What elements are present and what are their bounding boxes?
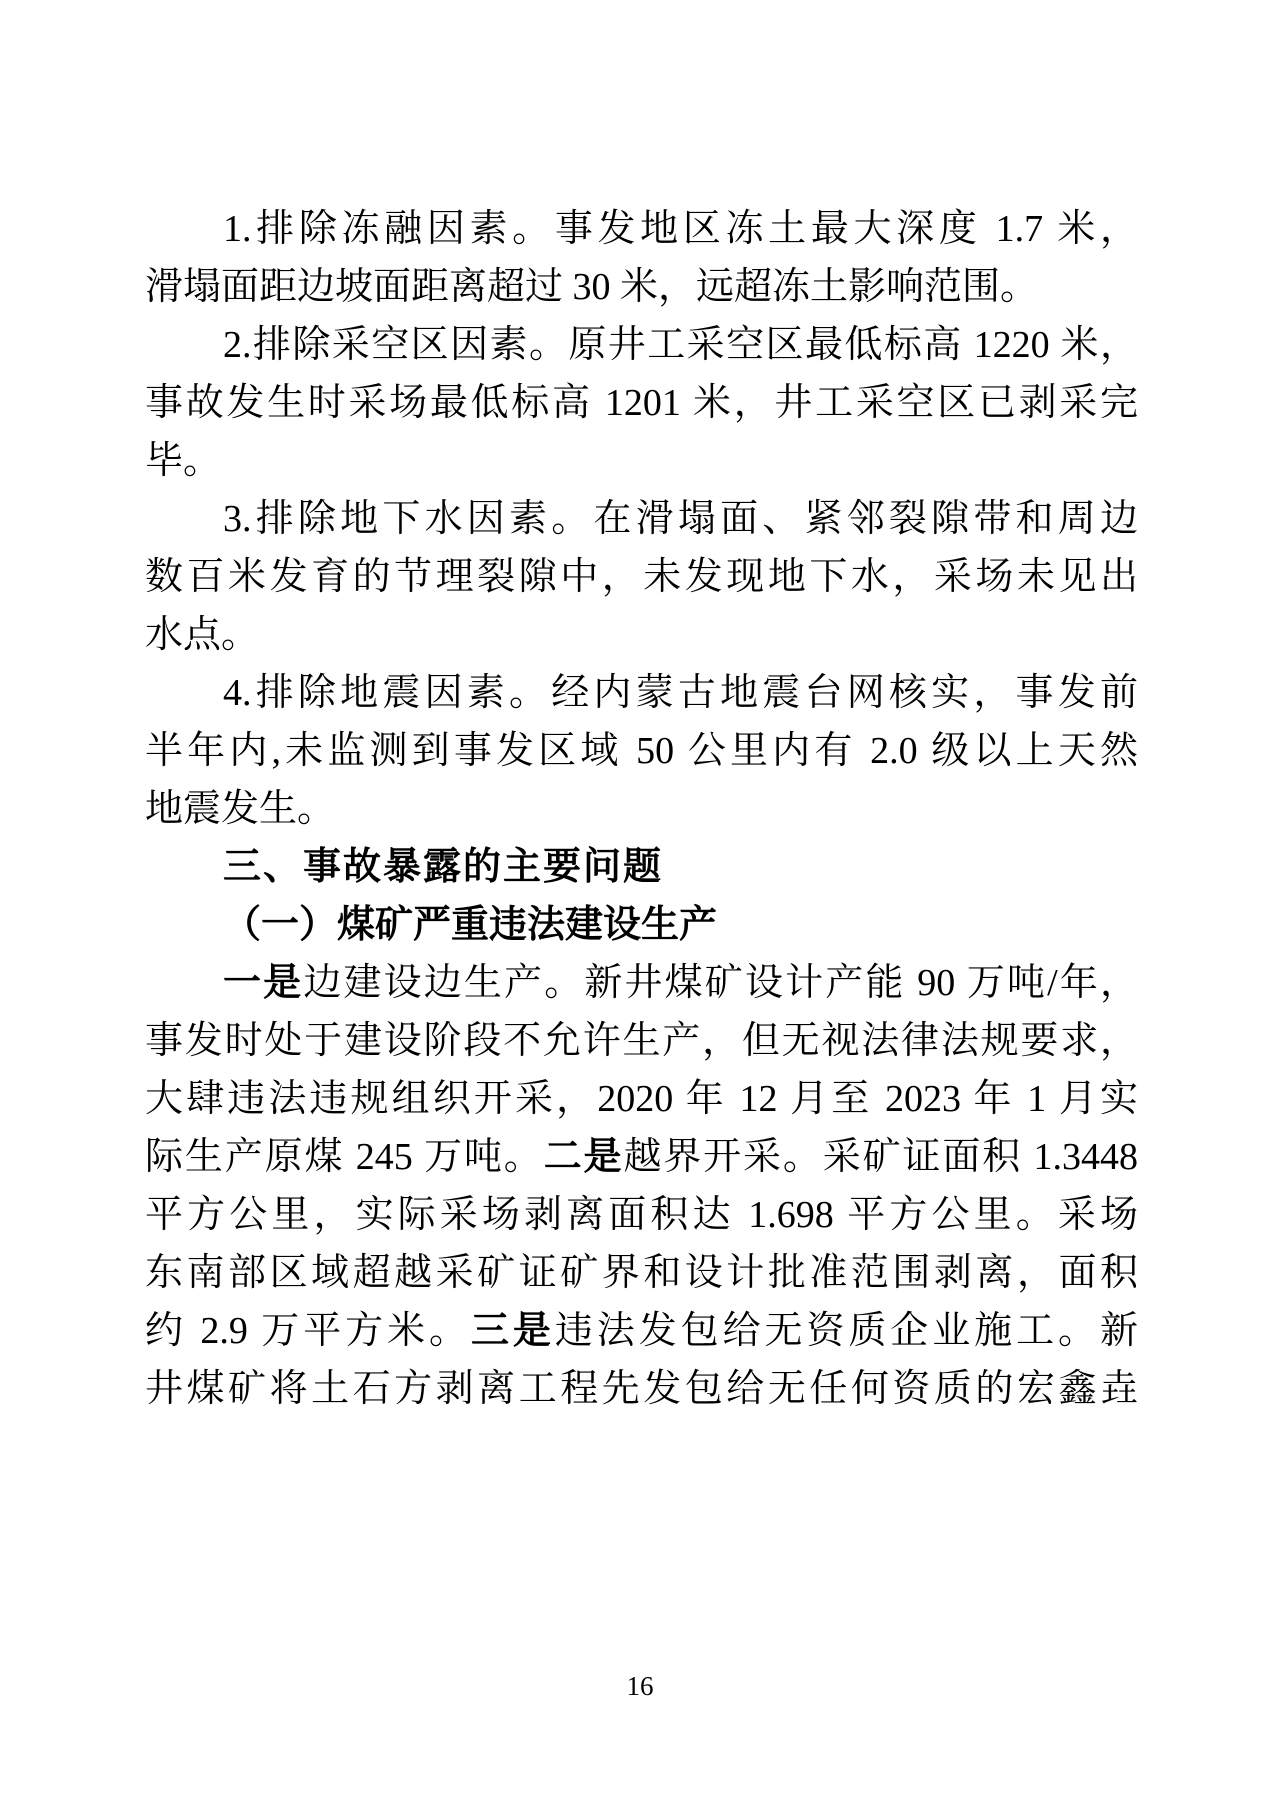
text-run: 3.排除地下水因素。在滑塌面、紧邻裂隙带和周边 — [223, 498, 1138, 540]
text-run: 4.排除地震因素。经内蒙古地震台网核实，事发前 — [223, 672, 1138, 714]
text-line — [145, 258, 1138, 316]
subsection-heading-one — [145, 896, 1138, 954]
text-run: 大肆违法违规组织开采，2020 年 12 月至 2023 年 1 月实 — [145, 1078, 1138, 1120]
text-run: 约 2.9 万平方米。 — [145, 1310, 471, 1352]
text-line — [145, 548, 1138, 606]
text-run: 际生产原煤 245 万吨。 — [145, 1136, 544, 1178]
text-line — [145, 1012, 1138, 1070]
text-line — [145, 896, 1138, 954]
paragraph-illegal-construction-production — [145, 954, 1138, 1418]
text-line — [145, 1302, 1138, 1360]
text-run: 违法发包给无资质企业施工。新 — [554, 1310, 1138, 1352]
text-run: 边建设边生产。新井煤矿设计产能 90 万吨/年， — [303, 962, 1138, 1004]
text-run: 事发时处于建设阶段不允许生产，但无视法律法规要求， — [145, 1020, 1138, 1062]
page-number: 16 — [626, 1671, 654, 1701]
text-run: 滑塌面距边坡面距离超过 30 米，远超冻土影响范围。 — [145, 266, 1039, 308]
text-line — [145, 1128, 1138, 1186]
text-run: 数百米发育的节理裂隙中，未发现地下水，采场未见出 — [145, 556, 1138, 598]
text-run: 1.排除冻融因素。事发地区冻土最大深度 1.7 米， — [223, 208, 1138, 250]
text-line — [145, 1070, 1138, 1128]
section-heading-three — [145, 838, 1138, 896]
text-line — [145, 316, 1138, 374]
text-line — [145, 664, 1138, 722]
text-line — [145, 1360, 1138, 1418]
text-run: 东南部区域超越采矿证矿界和设计批准范围剥离，面积 — [145, 1252, 1138, 1294]
text-run: 半年内,未监测到事发区域 50 公里内有 2.0 级以上天然 — [145, 730, 1138, 772]
page-footer — [0, 1670, 1280, 1702]
emphasis-run: 一是 — [223, 962, 304, 1004]
text-line — [145, 780, 1138, 838]
text-line — [145, 1244, 1138, 1302]
text-line — [145, 374, 1138, 432]
text-run: 井煤矿将土石方剥离工程先发包给无任何资质的宏鑫垚 — [145, 1368, 1138, 1410]
document-body — [145, 200, 1138, 1418]
paragraph-earthquake-factor — [145, 664, 1138, 838]
text-line — [145, 954, 1138, 1012]
paragraph-groundwater-factor — [145, 490, 1138, 664]
text-line — [145, 1186, 1138, 1244]
paragraph-frost-factor — [145, 200, 1138, 316]
text-line — [145, 200, 1138, 258]
text-run: 平方公里，实际采场剥离面积达 1.698 平方公里。采场 — [145, 1194, 1138, 1236]
text-run: 越界开采。采矿证面积 1.3448 — [623, 1136, 1138, 1178]
text-line — [145, 838, 1138, 896]
text-line — [145, 722, 1138, 780]
emphasis-run: 三、事故暴露的主要问题 — [223, 846, 664, 888]
text-run: 水点。 — [145, 614, 260, 656]
text-run: 2.排除采空区因素。原井工采空区最低标高 1220 米， — [223, 324, 1138, 366]
text-line — [145, 490, 1138, 548]
emphasis-run: 二是 — [543, 1136, 624, 1178]
text-line — [145, 606, 1138, 664]
text-run: 地震发生。 — [145, 788, 336, 830]
text-run: 事故发生时采场最低标高 1201 米，井工采空区已剥采完 — [145, 382, 1138, 424]
emphasis-run: 三是 — [470, 1310, 555, 1352]
text-line — [145, 432, 1138, 490]
text-run: 毕。 — [145, 440, 222, 482]
emphasis-run: （一）煤矿严重违法建设生产 — [223, 904, 718, 946]
paragraph-goaf-factor — [145, 316, 1138, 490]
